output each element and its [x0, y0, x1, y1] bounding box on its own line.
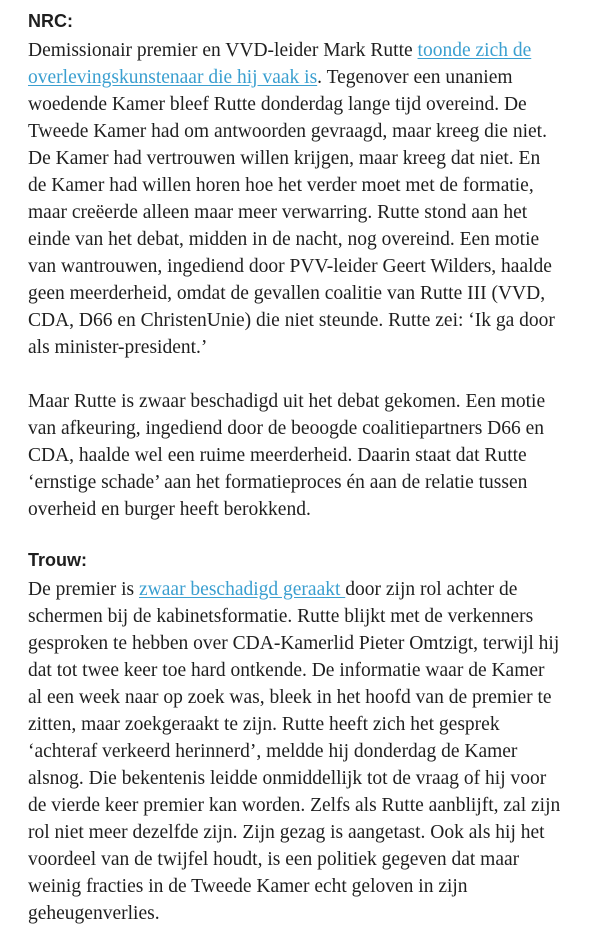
nrc-paragraph-1 [28, 37, 563, 361]
trouw-paragraph-1-text-after: door zijn rol achter de schermen bij de kabinetsformatie. Rutte blijkt met de verkenners gesproken te hebben over CDA-Kamerlid Pieter Omtzigt, terwijl hij dat tot twee keer toe hard ontkende. De informatie waar de Kamer al een week naar op zoek was, bleek in het hoofd van de premier te zitten, maar zoekgeraakt te zijn. Rutte heeft zich het gesprek ‘achteraf verkeerd herinnerd’, meldde hij donderdag de Kamer alsnog. Die bekentenis leidde onmiddellijk tot de vraag of hij voor de vierde keer premier kan worden. Zelfs als Rutte aanblijft, zal zijn rol niet meer dezelfde zijn. Zijn gezag is aangetast. Ook als hij het voordeel van de twijfel houdt, is een politiek gegeven dat maar weinig fracties in de Tweede Kamer echt geloven in zijn geheugenverlies. [28, 579, 561, 924]
trouw-paragraph-1 [28, 576, 563, 927]
source-label-trouw: Trouw: [28, 550, 87, 570]
source-label-nrc: NRC: [28, 11, 73, 31]
nrc-paragraph-2: Maar Rutte is zwaar beschadigd uit het debat gekomen. Een motie van afkeuring, ingediend door de beoogde coalitiepartners D66 en CDA, haalde wel een ruime meerderheid. Daarin staat dat Rutte ‘ernstige schade’ aan het formatieproces én aan de relatie tussen overheid en burger heeft berokkend. [28, 391, 546, 520]
nrc-paragraph-1-text-after: . Tegenover een unaniem woedende Kamer bleef Rutte donderdag lange tijd overeind. De Tweede Kamer had om antwoorden gevraagd, maar kreeg die niet. De Kamer had vertrouwen willen krijgen, maar kreeg dat niet. En de Kamer had willen horen hoe het verder moet met de formatie, maar creëerde alleen maar meer verwarring. Rutte stond aan het einde van het debat, midden in de nacht, nog overeind. Een motie van wantrouwen, ingediend door PVV-leider Geert Wilders, haalde geen meerderheid, omdat de gevallen coalitie van Rutte III (VVD, CDA, D66 en ChristenUnie) die niet steunde. Rutte zei: ‘Ik ga door als minister-president.’ [28, 67, 555, 358]
trouw-inline-link[interactable]: zwaar beschadigd geraakt [139, 579, 346, 600]
nrc-inline-link[interactable]: toonde zich de overlevingskunstenaar die hij vaak is [28, 40, 532, 88]
nrc-paragraph-1-text-before: Demissionair premier en VVD-leider Mark Rutte [28, 40, 418, 61]
trouw-paragraph-1-text-before: De premier is [28, 579, 140, 600]
